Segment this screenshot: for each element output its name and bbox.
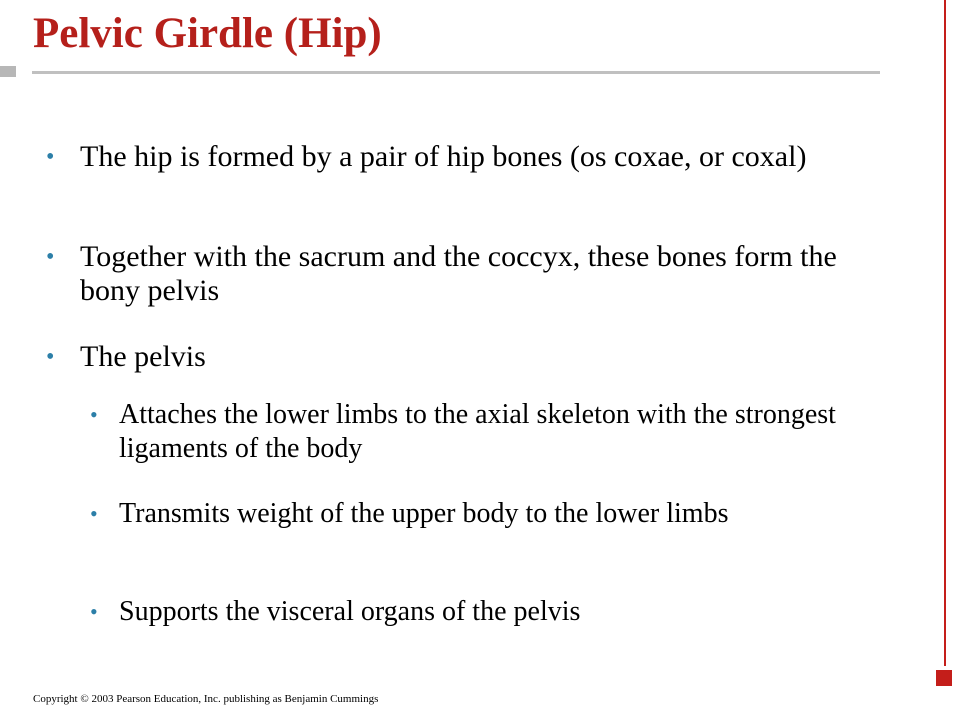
slide-title: Pelvic Girdle (Hip) [33,10,382,57]
bullet-item-the-pelvis [46,340,876,374]
bullet-text: Together with the sacrum and the coccyx, these bones form the bony pelvis [80,240,837,307]
bullet-item-bony-pelvis [46,240,876,308]
bullet-dot-icon: • [46,244,55,270]
bullet-text: Attaches the lower limbs to the axial skeleton with the strongest ligaments of the body [119,399,836,464]
sub-bullet-item-transmits [90,497,880,531]
sub-bullet-item-supports [90,595,880,629]
bullet-dot-icon: • [46,344,55,370]
bullet-text: The pelvis [80,340,206,373]
copyright-notice: Copyright © 2003 Pearson Education, Inc. publishing as Benjamin Cummings [33,693,379,705]
bullet-item-hip-bones [46,140,876,174]
bullet-text: Transmits weight of the upper body to the lower limbs [119,498,729,529]
bullet-dot-icon: • [90,501,98,526]
right-accent-square [936,670,952,686]
bullet-dot-icon: • [46,144,55,170]
bullet-text: The hip is formed by a pair of hip bones (os coxae, or coxal) [80,140,807,173]
bullet-dot-icon: • [90,402,98,427]
bullet-text: Supports the visceral organs of the pelvis [119,596,581,627]
bullet-dot-icon: • [90,599,98,624]
sub-bullet-item-attaches [90,398,880,466]
